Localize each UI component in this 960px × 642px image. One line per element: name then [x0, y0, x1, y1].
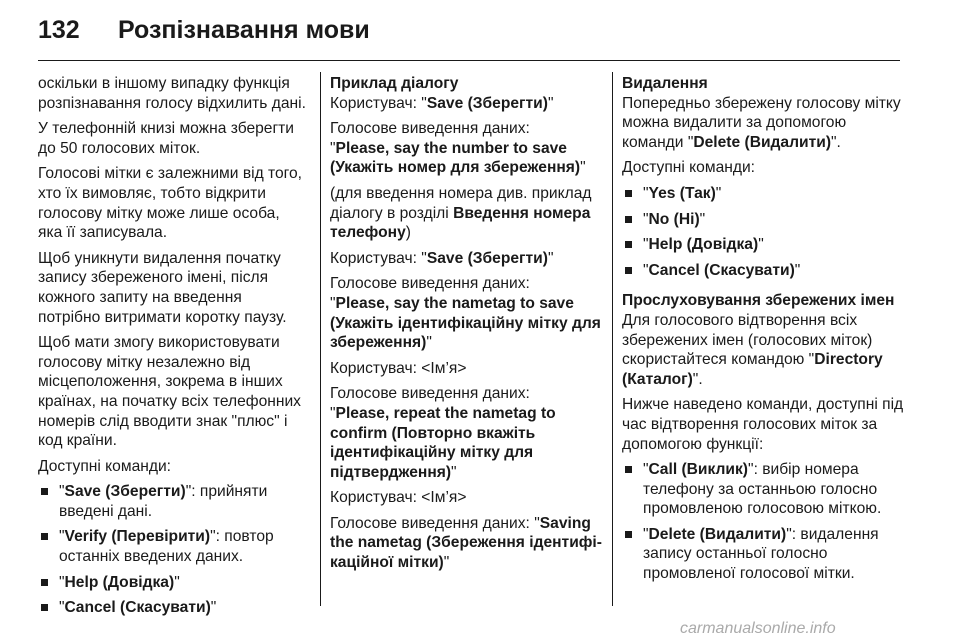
command-desc: : видалення запису останньої голосно промовленої голосової мітки. [643, 525, 879, 583]
dialog-line: Голосове виведення даних: "Please, repeat the nametag to confirm (Повторно вкажіть ідентифікаційну мітку для підтвердження)" [330, 385, 556, 481]
list-item: "No (Ні)" [625, 210, 907, 230]
page-header [0, 0, 960, 62]
dialog-line: Користувач: "Save (Зберегти)" [330, 94, 554, 112]
dialog-line: Голосове виведення даних: "Please, say the number to save (Укажіть номер для збереження)" [330, 120, 586, 177]
command-name: Cancel (Скасувати) [64, 599, 211, 617]
dialog-line: Користувач: "Save (Зберегти)" [330, 249, 554, 267]
dialog-line: Голосове виведення даних: "Please, say the nametag to save (Укажіть ідентифікаційну мітку для збереження)" [330, 275, 601, 352]
voice-output: Please, say the nametag to save (Укажіть ідентифікаційну мітку для збереження) [330, 294, 601, 352]
list-item: "Help (Довідка)" [625, 235, 907, 255]
paragraph: Щоб уникнути видалення початку запису збереженого імені, після кожного запиту на введення потрібно витримати коротку паузу. [38, 249, 287, 326]
command-name: Help (Довідка) [648, 236, 759, 254]
paragraph: Голосові мітки є залежними від того, хто їх вимовляє, тобто відкрити голосову мітку може лише особа, яка її записувала. [38, 165, 302, 242]
name-placeholder: <Ім’я> [421, 489, 467, 507]
list-item: "Delete (Видалити)": видалення запису останньої голосно промовленої голосової мітки. [625, 525, 907, 584]
paragraph: Доступні команди: [38, 457, 171, 475]
command-desc: : прийняти введені дані. [59, 483, 268, 520]
command-name: Save (Зберегти) [64, 483, 186, 501]
paragraph: Щоб мати змогу використовувати голосову мітку незалежно від місцеположення, зокрема в інших країнах, на початку всіх телефонних номерів слід вводити знак "плюс" і код країни. [38, 334, 301, 450]
column-divider-2 [612, 72, 613, 606]
command-name: Verify (Перевірити) [64, 528, 211, 546]
list-item: "Call (Виклик)": вибір номера телефону за останньою голосно промовленою голосовою міткою. [625, 460, 907, 519]
watermark: carmanualsonline.info [680, 620, 836, 637]
column-divider-1 [320, 72, 321, 606]
command-name: Save (Зберегти) [426, 94, 548, 112]
command-name: Call (Виклик) [648, 461, 749, 479]
paragraph: оскільки в іншому випадку функція розпізнавання голосу відхилить дані. [38, 75, 306, 112]
dialog-line: Користувач: <Ім’я> [330, 489, 467, 507]
command-name: Delete (Видалити) [693, 133, 832, 151]
command-list [622, 184, 907, 280]
command-desc: : вибір номера телефону за останньою голосно промовленою голосовою міткою. [643, 461, 882, 518]
command-name: Directory (Каталог) [622, 351, 883, 388]
command-name: Yes (Так) [648, 184, 716, 202]
command-list [38, 482, 306, 618]
name-placeholder: <Ім’я> [421, 359, 467, 377]
list-item: "Help (Довідка)" [41, 573, 306, 593]
column-3 [622, 74, 907, 590]
paragraph: Для голосового відтворення всіх збережених імен (голосових міток) скористайтеся командою "Directory (Каталог)". [622, 311, 883, 388]
list-item: "Cancel (Скасувати)" [625, 261, 907, 281]
section-reference: Введення номера телефону [330, 204, 591, 242]
command-name: Delete (Видалити) [648, 525, 787, 543]
dialog-line: Користувач: <Ім’я> [330, 359, 467, 377]
section-heading: Прослуховування збережених імен [622, 292, 895, 310]
section-heading: Видалення [622, 75, 708, 92]
page-number: 132 [38, 16, 80, 44]
section-heading: Приклад діалогу [330, 75, 459, 92]
command-name: Help (Довідка) [64, 573, 175, 591]
voice-output: Please, say the number to save (Укажіть номер для збереження) [330, 139, 581, 177]
list-item: "Save (Зберегти)": прийняти введені дані. [41, 482, 306, 521]
list-item: "Verify (Перевірити)": повтор останніх введених даних. [41, 527, 306, 566]
list-item: "Yes (Так)" [625, 184, 907, 204]
paragraph: Нижче наведено команди, доступні під час відтворення голосових міток за допомогою функції: [622, 396, 904, 453]
voice-output: Saving the nametag (Збереження ідентифі-каційної мітки) [330, 514, 602, 572]
command-desc: : повтор останніх введених даних. [59, 528, 274, 566]
paragraph: Попередньо збережену голосову мітку можна видалити за допомогою команди "Delete (Видалити)". [622, 94, 901, 151]
column-2 [330, 74, 605, 579]
header-divider [38, 60, 900, 61]
column-1 [38, 74, 306, 624]
voice-output: Please, repeat the nametag to confirm (Повторно вкажіть ідентифікаційну мітку для підтвердження) [330, 404, 556, 481]
paragraph: У телефонній книзі можна зберегти до 50 голосових міток. [38, 120, 295, 157]
paragraph: Доступні команди: [622, 159, 755, 177]
command-list [622, 460, 907, 584]
command-name: Cancel (Скасувати) [648, 261, 795, 279]
command-name: Save (Зберегти) [426, 249, 548, 267]
note: (для введення номера див. приклад діалогу в розділі Введення номера телефону) [330, 184, 592, 242]
dialog-line: Голосове виведення даних: "Saving the nametag (Збереження ідентифі-каційної мітки)" [330, 514, 602, 572]
command-name: No (Ні) [648, 210, 700, 228]
list-item: "Cancel (Скасувати)" [41, 598, 306, 618]
page-title: Розпізнавання мови [118, 16, 370, 44]
